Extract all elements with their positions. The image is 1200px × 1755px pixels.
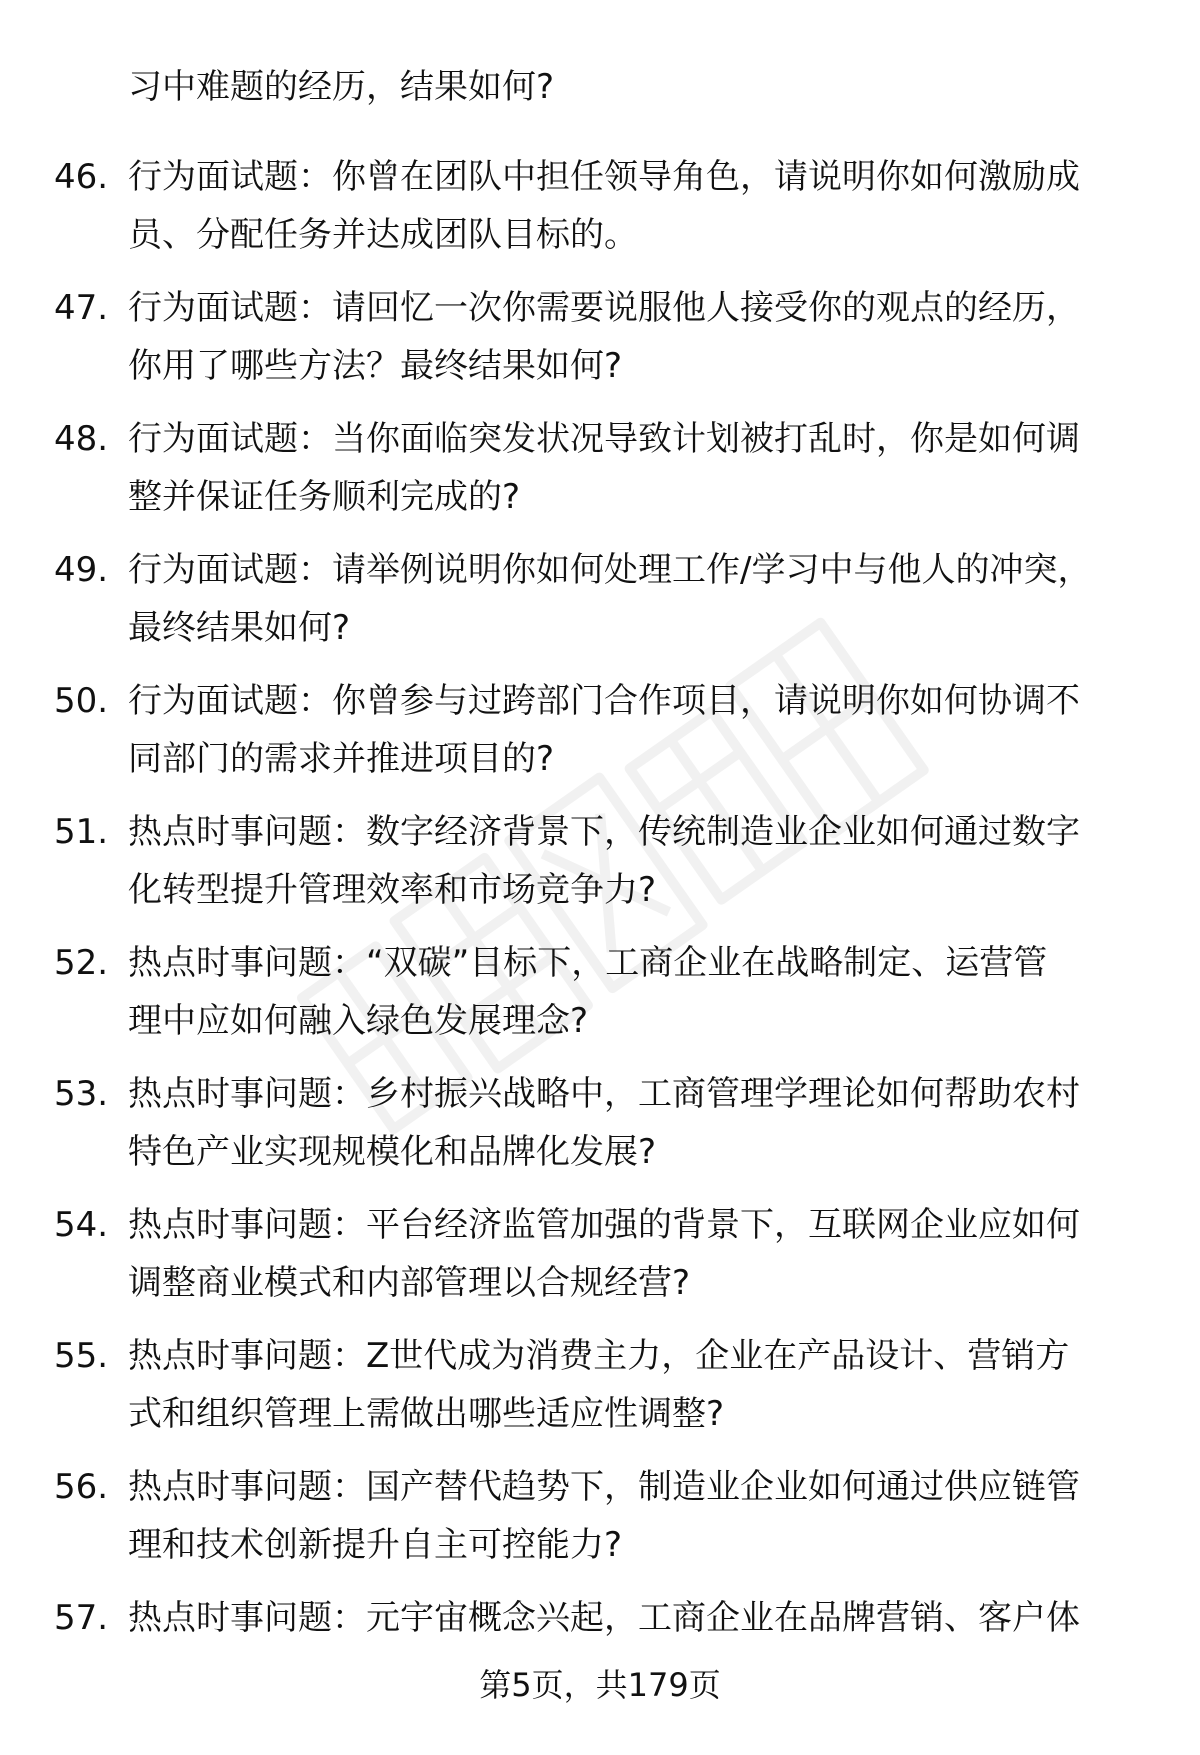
question-item-50 (0, 672, 1200, 803)
question-number: 47. (54, 288, 109, 328)
question-text (128, 1589, 1138, 1647)
question-text (128, 672, 1138, 788)
question-line: 行为面试题：请举例说明你如何处理工作/学习中与他人的冲突， (128, 550, 1092, 590)
question-text (128, 279, 1138, 395)
question-line: 行为面试题：你曾参与过跨部门合作项目，请说明你如何协调不 (128, 681, 1080, 721)
question-number: 54. (54, 1205, 109, 1245)
question-text (128, 541, 1138, 657)
question-list (0, 148, 1200, 1720)
question-item-54 (0, 1196, 1200, 1327)
question-line: 最终结果如何? (128, 608, 351, 648)
question-item-46 (0, 148, 1200, 279)
question-number: 56. (54, 1467, 109, 1507)
question-line: 行为面试题：你曾在团队中担任领导角色，请说明你如何激励成 (128, 157, 1080, 197)
previous-question-continuation: 习中难题的经历，结果如何? (128, 67, 555, 107)
question-item-53 (0, 1065, 1200, 1196)
question-number: 55. (54, 1336, 109, 1376)
question-line: 热点时事问题：Z世代成为消费主力，企业在产品设计、营销方 (128, 1336, 1070, 1376)
question-line: 特色产业实现规模化和品牌化发展? (128, 1132, 657, 1172)
question-number: 48. (54, 419, 109, 459)
question-line: 员、分配任务并达成团队目标的。 (128, 215, 638, 255)
question-line: 热点时事问题：国产替代趋势下，制造业企业如何通过供应链管 (128, 1467, 1080, 1507)
question-text (128, 1327, 1138, 1443)
question-text (128, 410, 1138, 526)
question-item-55 (0, 1327, 1200, 1458)
question-item-47 (0, 279, 1200, 410)
question-line: 热点时事问题：乡村振兴战略中，工商管理学理论如何帮助农村 (128, 1074, 1080, 1114)
question-number: 52. (54, 943, 109, 983)
question-item-51 (0, 803, 1200, 934)
question-line: 行为面试题：请回忆一次你需要说服他人接受你的观点的经历， (128, 288, 1080, 328)
question-number: 46. (54, 157, 109, 197)
question-line: 调整商业模式和内部管理以合规经营? (128, 1263, 691, 1303)
question-line: 式和组织管理上需做出哪些适应性调整? (128, 1394, 725, 1434)
page-footer (0, 1660, 1200, 1710)
question-line: 整并保证任务顺利完成的? (128, 477, 521, 517)
question-item-48 (0, 410, 1200, 541)
question-line: 行为面试题：当你面临突发状况导致计划被打乱时，你是如何调 (128, 419, 1080, 459)
question-text (128, 1196, 1138, 1312)
question-item-49 (0, 541, 1200, 672)
question-line: 理和技术创新提升自主可控能力? (128, 1525, 623, 1565)
page-indicator: 第5页，共179页 (479, 1666, 721, 1704)
question-line: 热点时事问题：数字经济背景下，传统制造业企业如何通过数字 (128, 812, 1080, 852)
question-text (128, 148, 1138, 264)
question-line: 同部门的需求并推进项目的? (128, 739, 555, 779)
question-line: 化转型提升管理效率和市场竞争力? (128, 870, 657, 910)
question-text (128, 934, 1138, 1050)
question-line: 热点时事问题：元宇宙概念兴起，工商企业在品牌营销、客户体 (128, 1598, 1080, 1638)
question-item-56 (0, 1458, 1200, 1589)
question-line: 你用了哪些方法？最终结果如何? (128, 346, 623, 386)
question-text (128, 1065, 1138, 1181)
question-line: 热点时事问题：“双碳”目标下，工商企业在战略制定、运营管 (128, 943, 1048, 983)
question-text (128, 803, 1138, 919)
question-line: 理中应如何融入绿色发展理念? (128, 1001, 589, 1041)
question-text (128, 1458, 1138, 1574)
question-number: 51. (54, 812, 109, 852)
question-item-52 (0, 934, 1200, 1065)
question-number: 57. (54, 1598, 109, 1638)
question-number: 50. (54, 681, 109, 721)
question-number: 49. (54, 550, 109, 590)
question-number: 53. (54, 1074, 109, 1114)
question-line: 热点时事问题：平台经济监管加强的背景下，互联网企业应如何 (128, 1205, 1080, 1245)
